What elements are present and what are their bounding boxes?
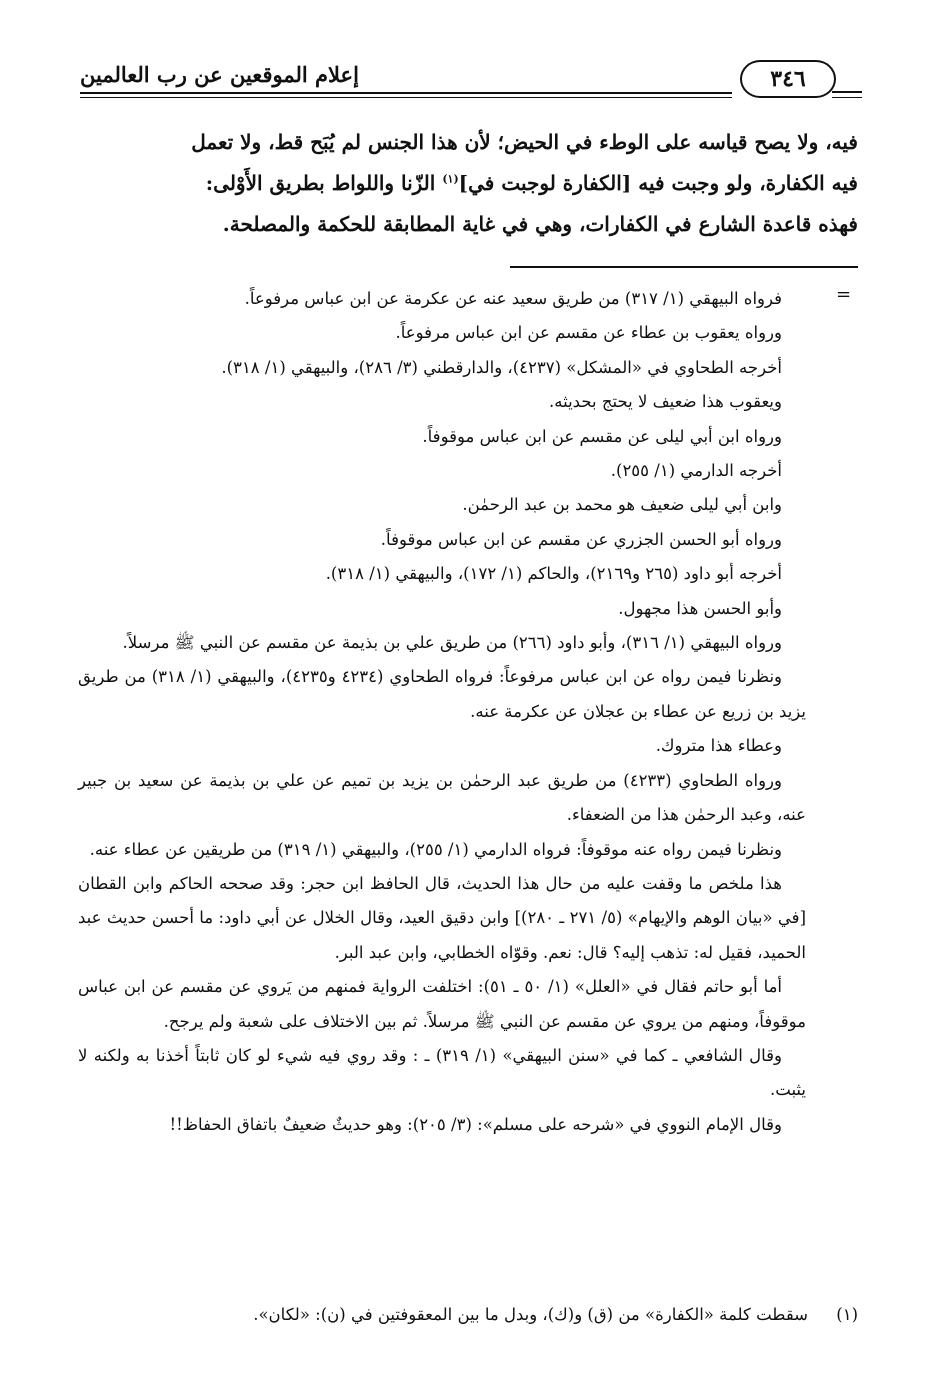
footnote-paragraph: ويعقوب هذا ضعيف لا يحتج بحديثه.	[549, 392, 782, 412]
header-rule-right	[832, 91, 862, 93]
header-rule-right-thin	[832, 97, 862, 98]
header-rule	[80, 92, 732, 94]
footnote-number: (١)	[836, 1305, 858, 1324]
main-text	[80, 122, 858, 245]
footnote-paragraph: أخرجه أبو داود (٢٦٥ و٢١٦٩)، والحاكم (١/ ١٧٢)، والبيهقي (١/ ٣١٨).	[325, 564, 782, 584]
footnote-paragraph: وقال الإمام النووي في «شرحه على مسلم»: (٣/ ٢٠٥): وهو حديثٌ ضعيفٌ باتفاق الحفاظ!!	[169, 1114, 782, 1134]
main-line: فيه، ولا يصح قياسه على الوطء في الحيض؛ لأن هذا الجنس لم يُبَح قط، ولا تعمل	[191, 130, 858, 154]
footnote-paragraph: هذا ملخص ما وقفت عليه من حال هذا الحديث، قال الحافظ ابن حجر: وقد صححه الحاكم وابن القطان [في «بيان الوهم والإيهام» (٥/ ٢٧١ ـ ٢٨٠)] وابن دقيق العيد، وقال الخلال عن أبي داود: ما أحسن حديث عبد الحميد، فقيل له: تذهب إليه؟ قال: نعم. وقوّاه الخطابي، وابن عبد البر.	[78, 873, 807, 962]
footnote-paragraph: وأبو الحسن هذا مجهول.	[618, 598, 782, 618]
footnote-paragraph: ونظرنا فيمن رواه عنه موقوفاً: فرواه الدارمي (١/ ٢٥٥)، والبيهقي (١/ ٣١٩) من طريقين عن عطاء عنه.	[89, 839, 782, 859]
footnote-paragraph: ورواه يعقوب بن عطاء عن مقسم عن ابن عباس مرفوعاً.	[395, 323, 782, 343]
footnote-1	[78, 1298, 858, 1332]
main-line: فهذه قاعدة الشارع في الكفارات، وهي في غاية المطابقة للحكمة والمصلحة.	[222, 212, 858, 236]
main-line-part: الزّنا واللواط بطريق الأَوْلى:	[205, 171, 436, 195]
footnote-paragraph: أخرجه الدارمي (١/ ٢٥٥).	[610, 461, 782, 481]
footnote-ref: (١)	[442, 172, 459, 186]
footnotes	[78, 282, 806, 1142]
footnote-paragraph: وقال الشافعي ـ كما في «سنن البيهقي» (١/ ٣١٩) ـ : وقد روي فيه شيء لو كان ثابتاً أخذنا به ولكنه لا يثبت.	[78, 1045, 806, 1100]
footnote-paragraph: أخرجه الطحاوي في «المشكل» (٤٢٣٧)، والدارقطني (٣/ ٢٨٦)، والبيهقي (١/ ٣١٨).	[221, 357, 782, 377]
footnote-paragraph: ورواه الطحاوي (٤٢٣٣) من طريق عبد الرحمٰن بن يزيد بن تميم عن علي بن بذيمة عن سعيد بن جبير عنه، وعبد الرحمٰن هذا من الضعفاء.	[78, 770, 806, 825]
footnote-separator	[510, 266, 858, 268]
footnote-paragraph: ورواه أبو الحسن الجزري عن مقسم عن ابن عباس موقوفاً.	[380, 529, 782, 549]
footnote-paragraph: وابن أبي ليلى ضعيف هو محمد بن عبد الرحمٰن.	[462, 495, 782, 515]
footnote-text: سقطت كلمة «الكفارة» من (ق) و(ك)، وبدل ما بين المعقوفتين في (ن): «لكان».	[253, 1305, 808, 1324]
page-header	[80, 60, 860, 106]
footnote-paragraph: فرواه البيهقي (١/ ٣١٧) من طريق سعيد عنه عن عكرمة عن ابن عباس مرفوعاً.	[244, 289, 782, 308]
footnote-paragraph: وعطاء هذا متروك.	[655, 736, 782, 756]
book-title: إعلام الموقعين عن رب العالمين	[80, 62, 359, 87]
footnote-paragraph: ورواه البيهقي (١/ ٣١٦)، وأبو داود (٢٦٦) من طريق علي بن بذيمة عن مقسم عن النبي ﷺ مرسلاً.	[122, 633, 782, 653]
header-rule-thin	[80, 97, 732, 98]
footnote-paragraph: أما أبو حاتم فقال في «العلل» (١/ ٥٠ ـ ٥١): اختلفت الرواية فمنهم من يَروي عن مقسم عن ابن عباس موقوفاً، ومنهم من يروي عن مقسم عن النبي ﷺ مرسلاً. ثم بين الاختلاف على شعبة ولم يرجح.	[78, 977, 806, 1031]
main-line-part: فيه الكفارة، ولو وجبت فيه [الكفارة لوجبت في]	[458, 171, 858, 195]
footnote-paragraph: ورواه ابن أبي ليلى عن مقسم عن ابن عباس موقوفاً.	[422, 426, 782, 446]
footnote-continuation-mark: =	[836, 284, 852, 305]
page-number: ٣٤٦	[740, 60, 836, 98]
footnote-paragraph: ونظرنا فيمن رواه عن ابن عباس مرفوعاً: فرواه الطحاوي (٤٢٣٤ و٤٢٣٥)، والبيهقي (١/ ٣١٨) من طريق يزيد بن زريع عن عطاء بن عجلان عن عكرمة عنه.	[78, 667, 806, 721]
main-line	[80, 163, 858, 204]
